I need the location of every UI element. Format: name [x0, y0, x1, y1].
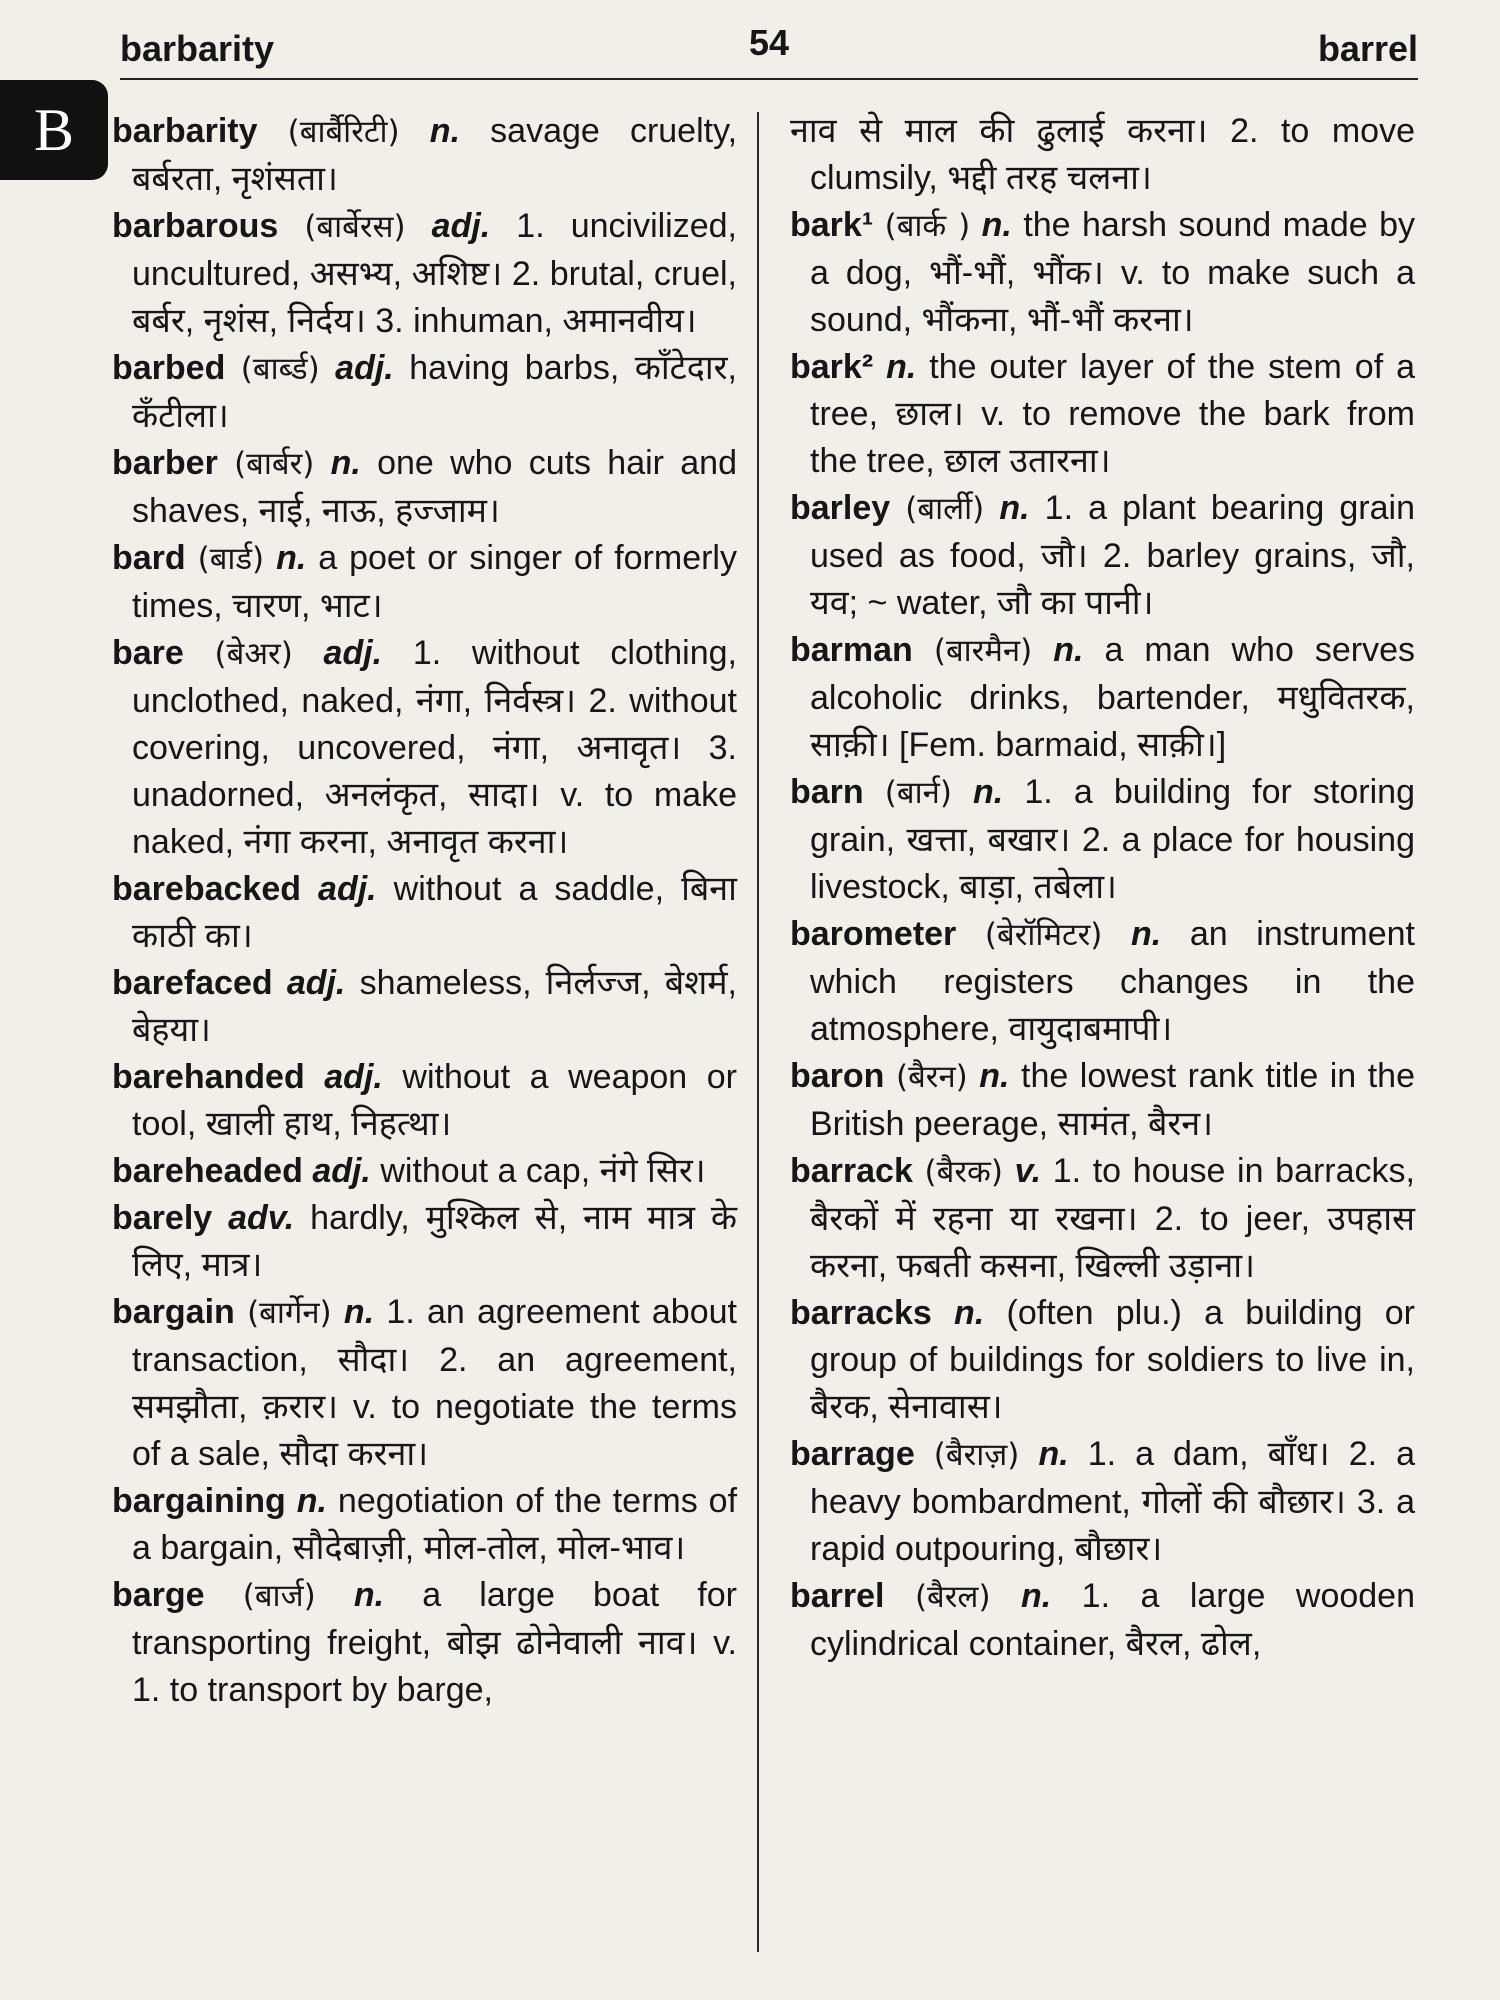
- entry-part-of-speech: v.: [1014, 1152, 1042, 1190]
- entry-part-of-speech: n.: [981, 206, 1012, 244]
- entry-headword: barman: [790, 631, 913, 669]
- entry-part-of-speech: n.: [999, 489, 1030, 527]
- column-divider: [757, 112, 759, 1952]
- entry-pronunciation: (बार्बैरिटी): [287, 114, 400, 150]
- entry-part-of-speech: n.: [1021, 1577, 1052, 1615]
- entry-definition: one who cuts hair and shaves, नाई, नाऊ, हज्जाम।: [132, 444, 737, 530]
- entry-pronunciation: (बैरल): [914, 1579, 991, 1615]
- entry-headword: barrage: [790, 1435, 915, 1473]
- entry-headword: bare: [112, 634, 184, 672]
- entry-part-of-speech: n.: [1038, 1435, 1069, 1473]
- entry-headword: barley: [790, 489, 891, 527]
- entry-headword: barrel: [790, 1577, 885, 1615]
- dictionary-entry: [790, 1053, 1415, 1148]
- entry-part-of-speech: n.: [973, 773, 1004, 811]
- page-number: 54: [748, 22, 790, 63]
- page-header: [120, 22, 1418, 80]
- entry-definition: the lowest rank title in the British peerage, सामंत, बैरन।: [810, 1057, 1415, 1143]
- dictionary-entry: [112, 535, 737, 630]
- entry-definition: the harsh sound made by a dog, भौं-भौं, भौंक। v. to make such a sound, भौंकना, भौं-भौं करना।: [810, 206, 1415, 339]
- letter-thumb-tab: B: [0, 80, 108, 180]
- entry-definition: 1. an agreement about transaction, सौदा। 2. an agreement, समझौता, क़रार। v. to negotiate the terms of a sale, सौदा करना।: [132, 1293, 737, 1473]
- dictionary-entry: [112, 1054, 737, 1148]
- dictionary-entry: [790, 1431, 1415, 1573]
- entry-part-of-speech: adj.: [318, 870, 377, 908]
- entry-definition: the outer layer of the stem of a tree, छाल। v. to remove the bark from the tree, छाल उतारना।: [810, 348, 1415, 480]
- entry-headword: barefaced: [112, 964, 273, 1002]
- dictionary-entry: [790, 485, 1415, 627]
- entry-definition: 1. a building for storing grain, खत्ता, बखार। 2. a place for housing livestock, बाड़ा, तबेला।: [810, 773, 1415, 906]
- entry-pronunciation: (बेअर): [214, 636, 293, 672]
- entry-part-of-speech: adj.: [286, 964, 346, 1002]
- entry-pronunciation: (बार्ब्ड): [240, 351, 320, 387]
- entry-part-of-speech: adj.: [312, 1152, 371, 1190]
- dictionary-entry: [112, 345, 737, 440]
- entry-headword: barn: [790, 773, 864, 811]
- entry-pronunciation: (बार्ली): [905, 491, 985, 527]
- dictionary-entry: [112, 960, 737, 1054]
- entry-definition: 1. a large wooden cylindrical container, बैरल, ढोल,: [810, 1577, 1415, 1663]
- entry-pronunciation: (बार्बर): [234, 446, 315, 482]
- entry-headword: bark¹: [790, 206, 874, 244]
- left-column: [112, 108, 737, 1714]
- right-guide-word: barrel: [1317, 28, 1418, 69]
- entry-part-of-speech: n.: [886, 348, 917, 386]
- dictionary-entry: [112, 1478, 737, 1572]
- dictionary-entry: [790, 202, 1415, 344]
- entry-part-of-speech: adj.: [324, 1058, 383, 1096]
- entry-definition: without a saddle, बिना काठी का।: [132, 870, 737, 955]
- dictionary-entry: [790, 627, 1415, 769]
- dictionary-entry: [790, 769, 1415, 911]
- entry-part-of-speech: n.: [1053, 631, 1084, 669]
- entry-headword: barometer: [790, 915, 957, 953]
- entry-definition: shameless, निर्लज्ज, बेशर्म, बेहया।: [132, 964, 738, 1049]
- dictionary-entry: [790, 344, 1415, 485]
- entry-pronunciation: (बारमैन): [933, 633, 1033, 669]
- entry-pronunciation: (बैरन): [895, 1059, 968, 1095]
- entry-headword: barebacked: [112, 870, 301, 908]
- entry-pronunciation: (बेरॉमिटर): [984, 917, 1103, 953]
- entry-definition: (often plu.) a building or group of buildings for soldiers to live in, बैरक, सेनावास।: [810, 1294, 1415, 1426]
- entry-part-of-speech: n.: [343, 1293, 375, 1331]
- dictionary-entry: [112, 1572, 737, 1714]
- entry-part-of-speech: n.: [954, 1294, 985, 1332]
- entry-definition: 1. a plant bearing grain used as food, जौ। 2. barley grains, जौ, यव; ~ water, जौ का पानी।: [810, 489, 1416, 622]
- entry-pronunciation: (बैरक): [924, 1154, 1003, 1190]
- entry-part-of-speech: n.: [1131, 915, 1162, 953]
- entry-headword: barely: [112, 1199, 213, 1237]
- entry-part-of-speech: adj.: [431, 207, 491, 245]
- entry-headword: bard: [112, 539, 186, 577]
- entry-pronunciation: (बैराज़): [933, 1437, 1020, 1473]
- entry-definition: 1. uncivilized, uncultured, असभ्य, अशिष्ट। 2. brutal, cruel, बर्बर, नृशंस, निर्दय। 3. inhuman, अमानवीय।: [132, 207, 738, 340]
- entry-definition: 1. without clothing, unclothed, naked, नंगा, निर्वस्त्र। 2. without covering, uncovered, नंगा, अनावृत। 3. unadorned, अनलंकृत, सादा। v. to make naked, नंगा करना, अनावृत करना।: [132, 634, 737, 861]
- entry-part-of-speech: adv.: [228, 1199, 295, 1237]
- entry-pronunciation: (बार्बेरस): [304, 209, 406, 245]
- entry-headword: barge: [112, 1576, 205, 1614]
- entry-headword: barrack: [790, 1152, 913, 1190]
- entry-pronunciation: (बार्ज): [242, 1578, 316, 1614]
- entry-headword: barbed: [112, 349, 226, 387]
- dictionary-entry: [112, 1148, 737, 1195]
- dictionary-entry: [112, 1289, 737, 1478]
- entry-definition: negotiation of the terms of a bargain, सौदेबाज़ी, मोल-तोल, मोल-भाव।: [132, 1482, 738, 1567]
- entry-definition: hardly, मुश्किल से, नाम मात्र के लिए, मात्र।: [132, 1199, 737, 1284]
- entry-part-of-speech: n.: [276, 539, 307, 577]
- dictionary-entry: [790, 1290, 1415, 1431]
- entry-headword: baron: [790, 1057, 885, 1095]
- entry-part-of-speech: n.: [296, 1482, 327, 1520]
- entry-headword: bargain: [112, 1293, 235, 1331]
- entry-part-of-speech: n.: [979, 1057, 1010, 1095]
- entry-definition: having barbs, काँटेदार, कँटीला।: [132, 349, 737, 435]
- entry-part-of-speech: n.: [330, 444, 361, 482]
- entry-pronunciation: (बार्न): [884, 775, 952, 811]
- entry-headword: bark²: [790, 348, 874, 386]
- entry-headword: barehanded: [112, 1058, 305, 1096]
- entry-headword: barracks: [790, 1294, 932, 1332]
- left-guide-word: barbarity: [120, 28, 275, 69]
- entry-definition: नाव से माल की ढुलाई करना। 2. to move clumsily, भद्दी तरह चलना।: [790, 112, 1415, 197]
- dictionary-entry: [112, 108, 737, 203]
- entry-definition: without a weapon or tool, खाली हाथ, निहत्था।: [132, 1058, 737, 1143]
- entry-headword: barbarity: [112, 112, 258, 150]
- entry-headword: barber: [112, 444, 218, 482]
- entry-pronunciation: (बार्गेन): [247, 1295, 332, 1331]
- entry-definition: an instrument which registers changes in the atmosphere, वायुदाबमापी।: [810, 915, 1416, 1048]
- entry-pronunciation: (बार्ड): [197, 541, 265, 577]
- entry-headword: barbarous: [112, 207, 279, 245]
- right-column: [790, 108, 1415, 1668]
- entry-headword: bargaining: [112, 1482, 286, 1520]
- entry-definition: a large boat for transporting freight, बोझ ढोनेवाली नाव। v. 1. to transport by barge,: [132, 1576, 738, 1709]
- dictionary-entry: [790, 108, 1415, 202]
- entry-part-of-speech: adj.: [323, 634, 383, 672]
- entry-definition: savage cruelty, बर्बरता, नृशंसता।: [132, 112, 738, 198]
- dictionary-entry: [112, 203, 737, 345]
- dictionary-entry: [112, 440, 737, 535]
- dictionary-entry: [790, 1148, 1415, 1290]
- dictionary-entry: [790, 911, 1415, 1053]
- entry-headword: bareheaded: [112, 1152, 303, 1190]
- entry-part-of-speech: adj.: [335, 349, 394, 387]
- dictionary-entry: [790, 1573, 1415, 1668]
- entry-pronunciation: (बार्क ): [884, 208, 971, 244]
- entry-part-of-speech: n.: [353, 1576, 385, 1614]
- entry-definition: 1. to house in barracks, बैरकों में रहना या रखना। 2. to jeer, उपहास करना, फबती कसना, खिल्ली उड़ाना।: [810, 1152, 1415, 1285]
- entry-part-of-speech: n.: [429, 112, 461, 150]
- dictionary-entry: [112, 1195, 737, 1289]
- dictionary-entry: [112, 630, 737, 866]
- entry-definition: a poet or singer of formerly times, चारण, भाट।: [132, 539, 737, 625]
- entry-definition: 1. a dam, बाँध। 2. a heavy bombardment, गोलों की बौछार। 3. a rapid outpouring, बौछार।: [810, 1435, 1416, 1568]
- dictionary-entry: [112, 866, 737, 960]
- entry-definition: a man who serves alcoholic drinks, bartender, मधुवितरक, साक़ी। [Fem. barmaid, साक़ी।]: [810, 631, 1416, 764]
- entry-definition: without a cap, नंगे सिर।: [380, 1152, 706, 1190]
